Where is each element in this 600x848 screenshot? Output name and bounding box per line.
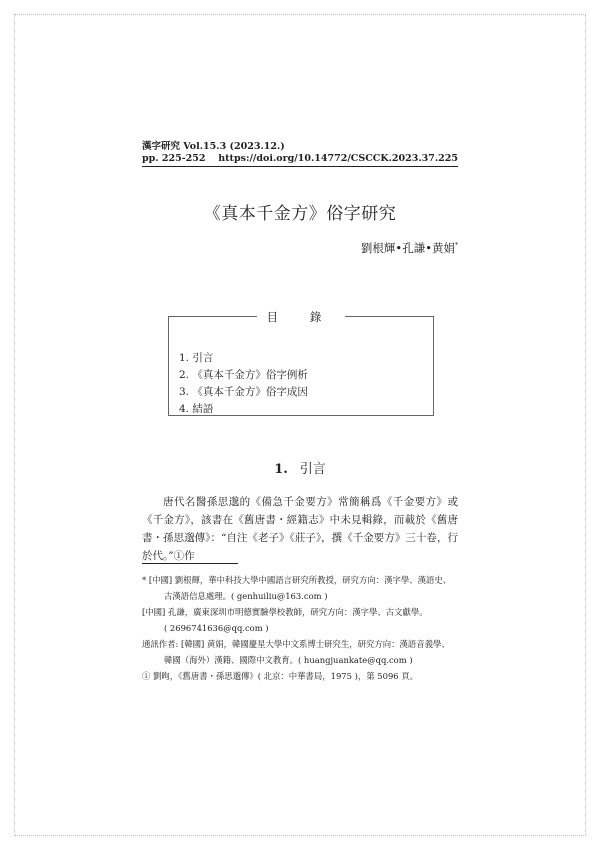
author-footnote-mark: * [455, 242, 458, 250]
toc-item[interactable]: 2. 《真本千金方》俗字例析 [179, 369, 308, 381]
author-names: 劉根輝•孔謙•黄娟 [360, 241, 455, 255]
footnote-line: 古漢語信息處理。( genhuiliu@163.com ) [164, 591, 328, 601]
journal-header [142, 141, 458, 165]
journal-info: 漢字研究 Vol.15.3 (2023.12.) [142, 141, 285, 152]
table-of-contents [168, 310, 434, 416]
body-paragraph: 唐代名醫孫思邈的《備急千金要方》常簡稱爲《千金要方》或《千金方》，該書在《舊唐書・經籍志》中未見輯錄，而載於《舊唐書・孫思邈傳》：“自注《老子》《莊子》，撰《千金要方》三十卷，行於代。”①作 [142, 496, 458, 562]
doi-link[interactable]: https://doi.org/10.14772/CSCCK.2023.37.225 [218, 153, 458, 164]
footnote-line: [中國] 孔謙，廣東深圳市明德實驗學校教師，研究方向：漢字學、古文獻學。 [142, 607, 428, 617]
footnote-rule [142, 563, 238, 564]
toc-item[interactable]: 4. 結語 [179, 403, 214, 415]
section-number: 1. [274, 462, 288, 477]
toc-heading: 目 錄 [257, 310, 346, 324]
toc-item[interactable]: 1. 引言 [179, 352, 214, 364]
footnote-line: 通訊作者: [韓國] 黄娟，韓國慶星大學中文系博士研究生，研究方向：漢語音義學、 [142, 639, 450, 649]
paper-title: 《真本千金方》俗字研究 [203, 204, 397, 224]
footnote-author-1 [142, 572, 458, 604]
author-line [300, 240, 458, 256]
body-text [142, 493, 458, 565]
footnote-line: ( 2696741636@qq.com ) [164, 623, 269, 633]
footnote-citation-1: ① 劉昫，《舊唐書・孫思邈傳》( 北京：中華書局，1975 )，第 5096 頁。 [142, 671, 419, 681]
footnote-line: * [中國] 劉根輝，華中科技大學中國語言研究所教授，研究方向：漢字學、漢語史、 [142, 575, 452, 585]
footnote-corresponding-author [142, 636, 458, 668]
page-range: pp. 225-252 [142, 153, 206, 164]
page-border [14, 14, 586, 836]
footnote-author-2 [142, 604, 458, 636]
toc-list [179, 350, 308, 418]
footnotes [142, 572, 458, 684]
section-heading [0, 458, 600, 477]
toc-heading-wrap [169, 309, 433, 325]
toc-item[interactable]: 3. 《真本千金方》俗字成因 [179, 386, 308, 398]
footnote-line: 韓國（海外）漢籍、國際中文教育。( huangjuankate@qq.com ) [164, 655, 413, 665]
header-rule [142, 166, 458, 167]
section-title: 引言 [299, 462, 326, 477]
